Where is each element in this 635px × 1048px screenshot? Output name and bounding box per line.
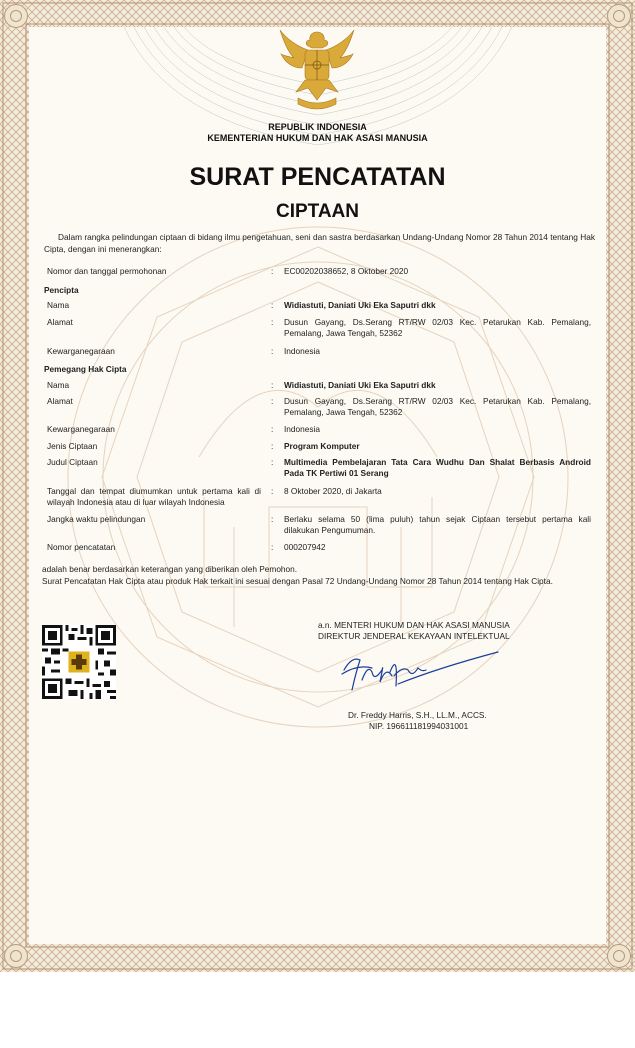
garuda-emblem-icon <box>278 26 356 114</box>
footer-statement: adalah benar berdasarkan keterangan yang diberikan oleh Pemohon. <box>42 564 298 574</box>
colon: : <box>271 457 274 467</box>
signature-icon <box>338 642 508 702</box>
colon: : <box>271 542 274 552</box>
signatory-name: Dr. Freddy Harris, S.H., LL.M., ACCS. <box>348 710 487 720</box>
creator-section-title: Pencipta <box>44 285 79 295</box>
corner-ornament-bottom-left <box>4 944 28 968</box>
creator-name-label: Nama <box>47 300 70 310</box>
header-country: REPUBLIK INDONESIA <box>268 122 367 132</box>
document-subtitle: CIPTAAN <box>275 201 360 222</box>
work-title: Multimedia Pembelajaran Tata Cara Wudhu Dan Shalat Berbasis Android Pada TK Pertiwi 01 Serang <box>284 457 591 478</box>
holder-nationality-label: Kewarganegaraan <box>47 424 115 434</box>
holder-nationality: Indonesia <box>284 424 320 434</box>
holder-name-label: Nama <box>47 380 70 390</box>
colon: : <box>271 317 274 327</box>
creator-address: Dusun Gayang, Ds.Serang RT/RW 02/03 Kec. Petarukan Kab. Pemalang, Pemalang, Jawa Tengah, 52362 <box>284 317 591 338</box>
corner-ornament-top-right <box>607 4 631 28</box>
colon: : <box>271 486 274 496</box>
colon: : <box>271 514 274 524</box>
announce-label: Tanggal dan tempat diumumkan untuk pertama kali di wilayah Indonesia atau di luar wilayah Indonesia <box>47 486 261 507</box>
corner-ornament-bottom-right <box>607 944 631 968</box>
signatory-nip: NIP. 196611181994031001 <box>369 721 469 731</box>
signature-on-behalf: a.n. MENTERI HUKUM DAN HAK ASASI MANUSIA <box>318 620 510 630</box>
signature-position: DIREKTUR JENDERAL KEKAYAAN INTELEKTUAL <box>318 631 510 641</box>
qr-code-icon <box>41 625 117 699</box>
colon: : <box>271 380 274 390</box>
creator-nationality-label: Kewarganegaraan <box>47 346 115 356</box>
footer-legal-basis: Surat Pencatatan Hak Cipta atau produk Hak terkait ini sesuai dengan Pasal 72 Undang-Undang Nomor 28 Tahun 2014 tentang Hak Cipta. <box>42 576 553 586</box>
announce-value: 8 Oktober 2020, di Jakarta <box>284 486 382 496</box>
work-title-label: Judul Ciptaan <box>47 457 98 467</box>
holder-address-label: Alamat <box>47 396 73 406</box>
term-value: Berlaku selama 50 (lima puluh) tahun sejak Ciptaan tersebut pertama kali dilakukan Pengumuman. <box>284 514 591 535</box>
holder-address: Dusun Gayang, Ds.Serang RT/RW 02/03 Kec. Petarukan Kab. Pemalang, Pemalang, Jawa Tengah, 52362 <box>284 396 591 417</box>
intro-paragraph: Dalam rangka pelindungan ciptaan di bidang ilmu pengetahuan, seni dan sastra berdasarkan Undang-Undang Nomor 28 Tahun 2014 tentang Hak Cipta, dengan ini menerangkan: <box>44 232 595 254</box>
document-title: SURAT PENCATATAN <box>189 163 446 191</box>
colon: : <box>271 300 274 310</box>
work-type-label: Jenis Ciptaan <box>47 441 98 451</box>
creator-nationality: Indonesia <box>284 346 320 356</box>
term-label: Jangka waktu pelindungan <box>47 514 146 524</box>
creator-address-label: Alamat <box>47 317 73 327</box>
application-value: EC00202038652, 8 Oktober 2020 <box>284 266 409 276</box>
colon: : <box>271 266 274 276</box>
work-type: Program Komputer <box>284 441 360 451</box>
record-label: Nomor pencatatan <box>47 542 116 552</box>
header-ministry: KEMENTERIAN HUKUM DAN HAK ASASI MANUSIA <box>207 133 428 143</box>
creator-name: Widiastuti, Daniati Uki Eka Saputri dkk <box>284 300 436 310</box>
colon: : <box>271 441 274 451</box>
application-label: Nomor dan tanggal permohonan <box>47 266 167 276</box>
holder-name: Widiastuti, Daniati Uki Eka Saputri dkk <box>284 380 436 390</box>
holder-section-title: Pemegang Hak Cipta <box>44 364 127 374</box>
corner-ornament-top-left <box>4 4 28 28</box>
record-number: 000207942 <box>284 542 326 552</box>
colon: : <box>271 346 274 356</box>
colon: : <box>271 396 274 406</box>
colon: : <box>271 424 274 434</box>
